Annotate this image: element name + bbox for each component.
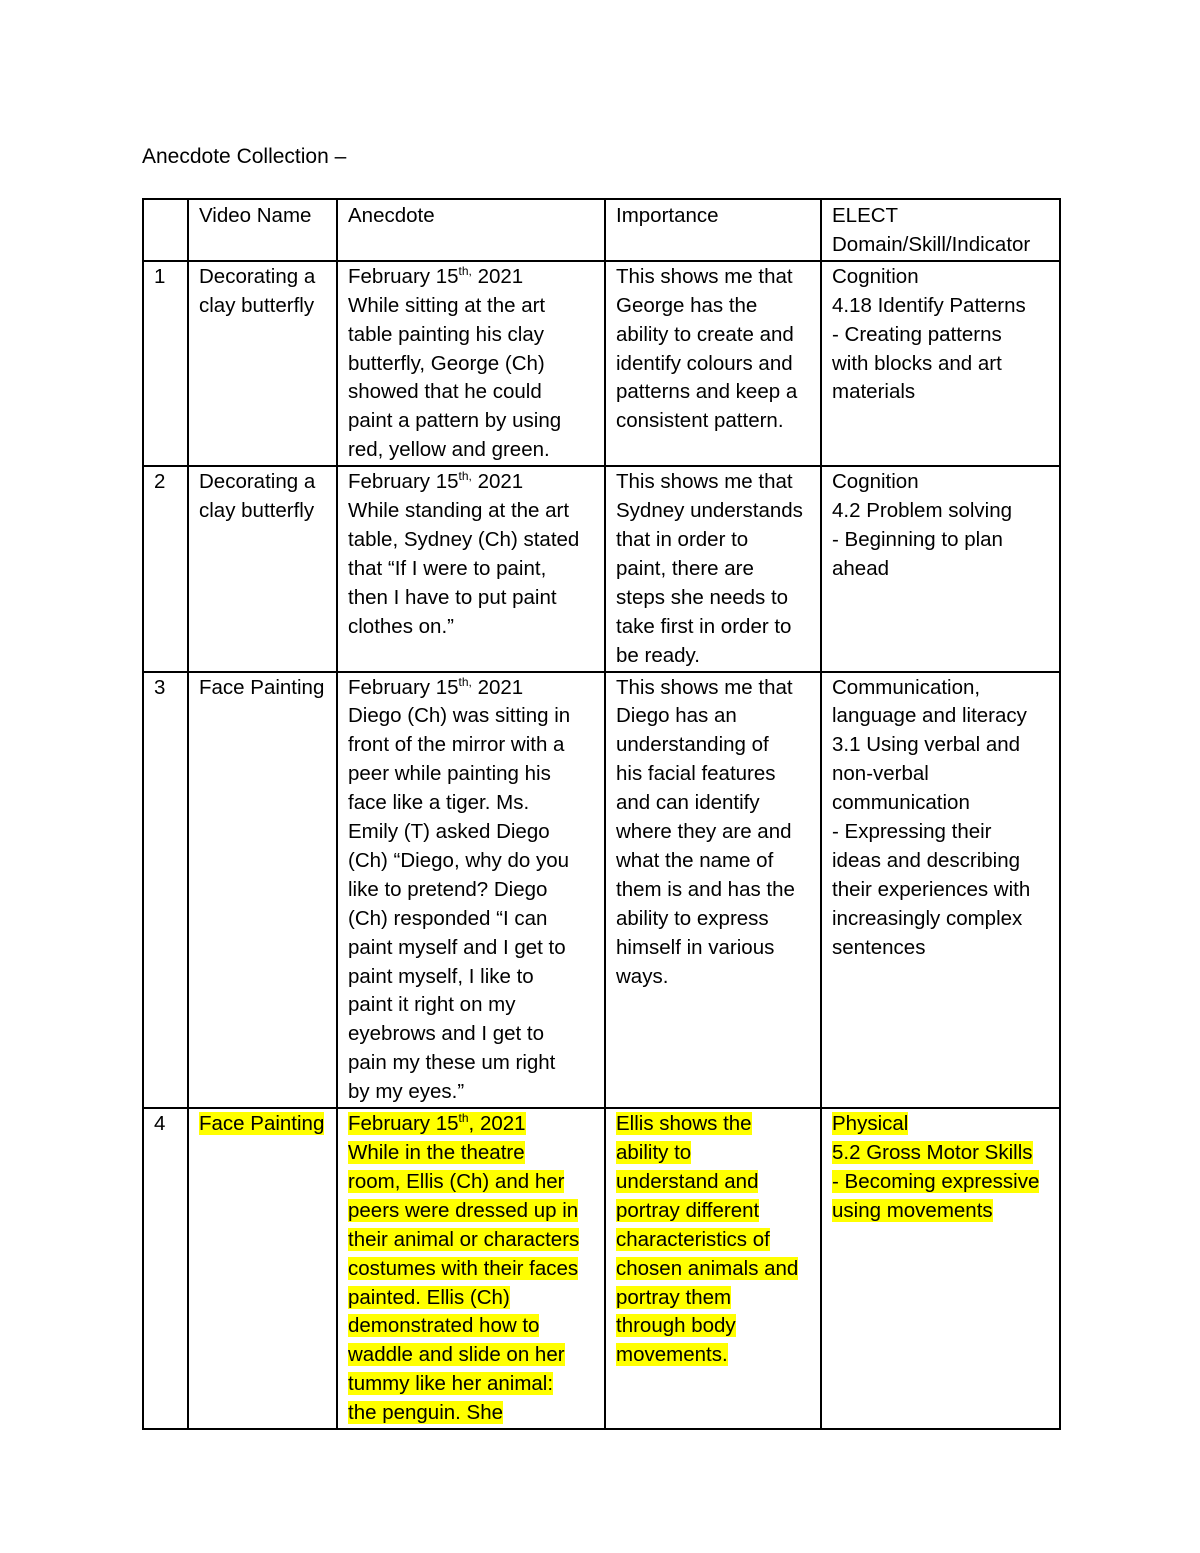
header-elect-line: Domain/Skill/Indicator bbox=[832, 232, 1031, 256]
cell-text: 4.18 Identify Patterns bbox=[832, 293, 1026, 317]
cell-line bbox=[348, 1284, 601, 1313]
cell-text: understanding of bbox=[616, 733, 769, 757]
header-elect-line: ELECT bbox=[832, 204, 899, 227]
cell-line bbox=[348, 760, 601, 789]
date-ordinal: th bbox=[458, 1111, 469, 1126]
cell-text: red, yellow and green. bbox=[348, 438, 550, 462]
cell-text: This shows me that bbox=[616, 470, 793, 494]
cell-text: like to pretend? Diego bbox=[348, 877, 548, 901]
cell-line bbox=[832, 789, 1056, 818]
cell-text: paint myself and I get to bbox=[348, 935, 566, 959]
date-ordinal: th, bbox=[458, 263, 472, 278]
header-elect bbox=[821, 199, 1060, 261]
importance-cell bbox=[605, 1108, 821, 1429]
cell-line bbox=[199, 292, 333, 321]
cell-line bbox=[832, 1197, 1056, 1226]
cell-text: paint myself, I like to bbox=[348, 964, 534, 988]
cell-line bbox=[832, 292, 1056, 321]
cell-line bbox=[616, 1341, 817, 1370]
table-row bbox=[143, 466, 1060, 671]
cell-line bbox=[832, 378, 1056, 407]
cell-line bbox=[348, 1341, 601, 1370]
date-day: February 15 bbox=[348, 1112, 459, 1136]
cell-text: understand and bbox=[616, 1169, 759, 1193]
cell-text: painted. Ellis (Ch) bbox=[348, 1285, 510, 1309]
cell-text: and can identify bbox=[616, 791, 760, 815]
cell-text: his facial features bbox=[616, 762, 776, 786]
elect-cell bbox=[821, 466, 1060, 671]
cell-line bbox=[832, 1110, 1056, 1139]
cell-text: peers were dressed up in bbox=[348, 1198, 579, 1222]
cell-line bbox=[348, 963, 601, 992]
cell-line bbox=[616, 934, 817, 963]
cell-text: room, Ellis (Ch) and her bbox=[348, 1169, 565, 1193]
row-number: 1 bbox=[143, 261, 188, 466]
cell-text: their experiences with bbox=[832, 877, 1031, 901]
row-number: 4 bbox=[143, 1108, 188, 1429]
cell-text: Diego has an bbox=[616, 704, 737, 728]
cell-line bbox=[616, 263, 817, 292]
cell-line bbox=[832, 321, 1056, 350]
cell-line bbox=[348, 1399, 601, 1428]
cell-text: 5.2 Gross Motor Skills bbox=[832, 1141, 1033, 1164]
date-year: , 2021 bbox=[468, 1112, 526, 1136]
elect-cell bbox=[821, 672, 1060, 1109]
cell-text: chosen animals and bbox=[616, 1256, 799, 1280]
page-title: Anecdote Collection – bbox=[142, 145, 347, 168]
date-ordinal: th, bbox=[458, 469, 472, 484]
cell-text: the penguin. She bbox=[348, 1401, 504, 1425]
table-row bbox=[143, 1108, 1060, 1429]
cell-text: then I have to put paint bbox=[348, 585, 557, 609]
cell-text: Emily (T) asked Diego bbox=[348, 820, 550, 844]
cell-line bbox=[348, 1370, 601, 1399]
cell-line bbox=[616, 963, 817, 992]
cell-line bbox=[832, 1168, 1056, 1197]
cell-text: steps she needs to bbox=[616, 585, 789, 609]
cell-text: While sitting at the art bbox=[348, 293, 546, 317]
cell-line bbox=[348, 436, 601, 465]
cell-text: ability to bbox=[616, 1141, 692, 1164]
cell-line bbox=[616, 1139, 817, 1168]
cell-line bbox=[616, 818, 817, 847]
cell-line bbox=[348, 905, 601, 934]
date-text bbox=[348, 1112, 526, 1135]
cell-text: sentences bbox=[832, 935, 926, 959]
cell-text: tummy like her animal: bbox=[348, 1372, 554, 1396]
cell-line bbox=[348, 1255, 601, 1284]
cell-text: portray them bbox=[616, 1285, 732, 1309]
header-importance: Importance bbox=[605, 199, 821, 261]
elect-cell bbox=[821, 261, 1060, 466]
cell-line bbox=[348, 1197, 601, 1226]
cell-text: Ellis shows the bbox=[616, 1112, 752, 1136]
cell-line bbox=[616, 1168, 817, 1197]
cell-line bbox=[616, 584, 817, 613]
anecdote-date bbox=[348, 468, 601, 497]
cell-text: This shows me that bbox=[616, 264, 793, 288]
cell-line bbox=[616, 526, 817, 555]
date-text bbox=[348, 676, 523, 699]
cell-line bbox=[616, 292, 817, 321]
cell-line bbox=[832, 555, 1056, 584]
cell-text: Face Painting bbox=[199, 675, 325, 699]
cell-line bbox=[616, 321, 817, 350]
cell-text: communication bbox=[832, 791, 970, 815]
cell-line bbox=[199, 1110, 333, 1139]
cell-line bbox=[348, 702, 601, 731]
importance-cell bbox=[605, 261, 821, 466]
cell-text: peer while painting his bbox=[348, 762, 551, 786]
anecdote-date bbox=[348, 1110, 601, 1139]
date-text bbox=[348, 265, 523, 288]
cell-line bbox=[832, 1139, 1056, 1168]
cell-line bbox=[616, 1284, 817, 1313]
row-number: 3 bbox=[143, 672, 188, 1109]
cell-line bbox=[616, 497, 817, 526]
cell-text: that in order to bbox=[616, 527, 749, 551]
table-row bbox=[143, 672, 1060, 1109]
cell-line bbox=[348, 847, 601, 876]
cell-line bbox=[616, 760, 817, 789]
cell-line bbox=[832, 847, 1056, 876]
cell-text: portray different bbox=[616, 1198, 760, 1222]
cell-text: paint, there are bbox=[616, 556, 754, 580]
cell-line bbox=[616, 876, 817, 905]
cell-text: Communication, bbox=[832, 675, 981, 699]
cell-line bbox=[616, 702, 817, 731]
cell-text: paint a pattern by using bbox=[348, 409, 562, 433]
video-name-cell bbox=[188, 1108, 337, 1429]
cell-text: where they are and bbox=[616, 820, 792, 844]
cell-line bbox=[199, 263, 333, 292]
cell-line bbox=[348, 292, 601, 321]
cell-line bbox=[832, 731, 1056, 760]
date-year: 2021 bbox=[471, 264, 524, 288]
cell-text: non-verbal bbox=[832, 762, 929, 786]
cell-text: Sydney understands bbox=[616, 499, 803, 523]
cell-text: paint it right on my bbox=[348, 993, 516, 1017]
cell-text: - Beginning to plan bbox=[832, 527, 1003, 551]
cell-text: George has the bbox=[616, 293, 758, 317]
cell-line bbox=[832, 674, 1056, 703]
cell-text: clay butterfly bbox=[199, 293, 315, 317]
cell-text: 3.1 Using verbal and bbox=[832, 733, 1021, 757]
cell-line bbox=[832, 760, 1056, 789]
cell-line bbox=[348, 613, 601, 642]
cell-line bbox=[616, 1197, 817, 1226]
cell-text: (Ch) responded “I can bbox=[348, 906, 548, 930]
date-text bbox=[348, 470, 523, 493]
cell-text: Cognition bbox=[832, 470, 919, 494]
cell-text: Decorating a bbox=[199, 470, 316, 494]
cell-text: that “If I were to paint, bbox=[348, 556, 547, 580]
importance-cell bbox=[605, 466, 821, 671]
cell-text: Cognition bbox=[832, 264, 919, 288]
table-body bbox=[143, 261, 1060, 1429]
cell-text: front of the mirror with a bbox=[348, 733, 565, 757]
cell-line bbox=[616, 555, 817, 584]
cell-text: table, Sydney (Ch) stated bbox=[348, 527, 580, 551]
importance-cell bbox=[605, 672, 821, 1109]
video-name-cell bbox=[188, 261, 337, 466]
cell-line bbox=[616, 642, 817, 671]
cell-line bbox=[832, 818, 1056, 847]
cell-line bbox=[199, 497, 333, 526]
anecdote-cell bbox=[337, 466, 605, 671]
date-day: February 15 bbox=[348, 675, 459, 699]
cell-line bbox=[348, 407, 601, 436]
cell-text: - Becoming expressive bbox=[832, 1169, 1040, 1193]
cell-line bbox=[348, 555, 601, 584]
cell-text: himself in various bbox=[616, 935, 775, 959]
cell-text: ways. bbox=[616, 964, 669, 988]
anecdote-cell bbox=[337, 1108, 605, 1429]
cell-text: eyebrows and I get to bbox=[348, 1022, 545, 1046]
cell-line bbox=[832, 468, 1056, 497]
cell-line bbox=[832, 702, 1056, 731]
header-anecdote: Anecdote bbox=[337, 199, 605, 261]
cell-text: While in the theatre bbox=[348, 1141, 525, 1164]
cell-line bbox=[348, 321, 601, 350]
date-day: February 15 bbox=[348, 470, 459, 494]
cell-line bbox=[348, 378, 601, 407]
cell-line bbox=[616, 1226, 817, 1255]
anecdote-table bbox=[142, 198, 1061, 1430]
cell-text: materials bbox=[832, 380, 916, 404]
cell-line bbox=[199, 468, 333, 497]
cell-text: using movements bbox=[832, 1198, 993, 1222]
video-name-cell bbox=[188, 672, 337, 1109]
cell-line bbox=[616, 468, 817, 497]
cell-line bbox=[348, 1168, 601, 1197]
cell-text: - Expressing their bbox=[832, 820, 992, 844]
cell-text: Decorating a bbox=[199, 264, 316, 288]
row-number: 2 bbox=[143, 466, 188, 671]
cell-line bbox=[348, 526, 601, 555]
cell-text: ahead bbox=[832, 556, 890, 580]
cell-text: patterns and keep a bbox=[616, 380, 798, 404]
header-video-name: Video Name bbox=[188, 199, 337, 261]
cell-line bbox=[348, 934, 601, 963]
cell-line bbox=[348, 1139, 601, 1168]
cell-text: ability to create and bbox=[616, 322, 794, 346]
cell-text: face like a tiger. Ms. bbox=[348, 791, 530, 815]
date-day: February 15 bbox=[348, 264, 459, 288]
cell-text: costumes with their faces bbox=[348, 1256, 579, 1280]
cell-text: clothes on.” bbox=[348, 614, 454, 638]
header-number bbox=[143, 199, 188, 261]
cell-line bbox=[616, 1255, 817, 1284]
cell-text: consistent pattern. bbox=[616, 409, 784, 433]
cell-line bbox=[616, 350, 817, 379]
cell-text: them is and has the bbox=[616, 877, 795, 901]
cell-line bbox=[616, 1312, 817, 1341]
anecdote-date bbox=[348, 263, 601, 292]
cell-line bbox=[832, 350, 1056, 379]
cell-line bbox=[616, 407, 817, 436]
cell-text: be ready. bbox=[616, 643, 700, 667]
cell-line bbox=[348, 350, 601, 379]
cell-line bbox=[832, 263, 1056, 292]
cell-line bbox=[616, 789, 817, 818]
cell-line bbox=[832, 905, 1056, 934]
cell-line bbox=[616, 905, 817, 934]
cell-line bbox=[348, 991, 601, 1020]
cell-text: - Creating patterns bbox=[832, 322, 1002, 346]
cell-text: by my eyes.” bbox=[348, 1080, 465, 1104]
anecdote-cell bbox=[337, 672, 605, 1109]
cell-line bbox=[348, 818, 601, 847]
cell-text: take first in order to bbox=[616, 614, 792, 638]
cell-line bbox=[348, 1049, 601, 1078]
cell-text: language and literacy bbox=[832, 704, 1027, 728]
cell-text: Diego (Ch) was sitting in bbox=[348, 704, 571, 728]
cell-text: movements. bbox=[616, 1343, 728, 1367]
cell-text: ability to express bbox=[616, 906, 769, 930]
cell-text: with blocks and art bbox=[832, 351, 1002, 375]
cell-text: clay butterfly bbox=[199, 499, 315, 523]
cell-text: identify colours and bbox=[616, 351, 793, 375]
cell-line bbox=[832, 526, 1056, 555]
cell-line bbox=[616, 378, 817, 407]
cell-text: increasingly complex bbox=[832, 906, 1023, 930]
table-row bbox=[143, 261, 1060, 466]
date-year: 2021 bbox=[471, 470, 524, 494]
cell-text: characteristics of bbox=[616, 1227, 770, 1251]
cell-line bbox=[348, 584, 601, 613]
cell-line bbox=[616, 613, 817, 642]
cell-line bbox=[616, 674, 817, 703]
cell-text: demonstrated how to bbox=[348, 1314, 540, 1338]
cell-text: their animal or characters bbox=[348, 1227, 580, 1251]
cell-line bbox=[348, 1226, 601, 1255]
cell-text: table painting his clay bbox=[348, 322, 545, 346]
cell-line bbox=[348, 876, 601, 905]
cell-text: Face Painting bbox=[199, 1112, 325, 1136]
video-name-cell bbox=[188, 466, 337, 671]
cell-line bbox=[348, 497, 601, 526]
cell-line bbox=[348, 1078, 601, 1107]
anecdote-date bbox=[348, 674, 601, 703]
cell-text: through body bbox=[616, 1314, 736, 1338]
cell-text: showed that he could bbox=[348, 380, 542, 404]
cell-line bbox=[616, 731, 817, 760]
cell-line bbox=[348, 1312, 601, 1341]
cell-text: what the name of bbox=[616, 848, 774, 872]
cell-text: waddle and slide on her bbox=[348, 1343, 565, 1367]
cell-text: pain my these um right bbox=[348, 1051, 556, 1075]
cell-line bbox=[348, 1020, 601, 1049]
cell-line bbox=[832, 876, 1056, 905]
date-year: 2021 bbox=[471, 675, 524, 699]
elect-cell bbox=[821, 1108, 1060, 1429]
cell-text: (Ch) “Diego, why do you bbox=[348, 848, 570, 872]
cell-line bbox=[199, 674, 333, 703]
anecdote-cell bbox=[337, 261, 605, 466]
cell-text: 4.2 Problem solving bbox=[832, 499, 1013, 523]
cell-text: butterfly, George (Ch) bbox=[348, 351, 545, 375]
cell-text: While standing at the art bbox=[348, 499, 570, 523]
table-header-row bbox=[143, 199, 1060, 261]
cell-line bbox=[348, 731, 601, 760]
cell-text: ideas and describing bbox=[832, 848, 1021, 872]
cell-line bbox=[616, 847, 817, 876]
date-ordinal: th, bbox=[458, 674, 472, 689]
cell-line bbox=[832, 497, 1056, 526]
cell-line bbox=[832, 934, 1056, 963]
cell-line bbox=[348, 789, 601, 818]
cell-text: Physical bbox=[832, 1112, 909, 1136]
cell-text: This shows me that bbox=[616, 675, 793, 699]
cell-line bbox=[616, 1110, 817, 1139]
